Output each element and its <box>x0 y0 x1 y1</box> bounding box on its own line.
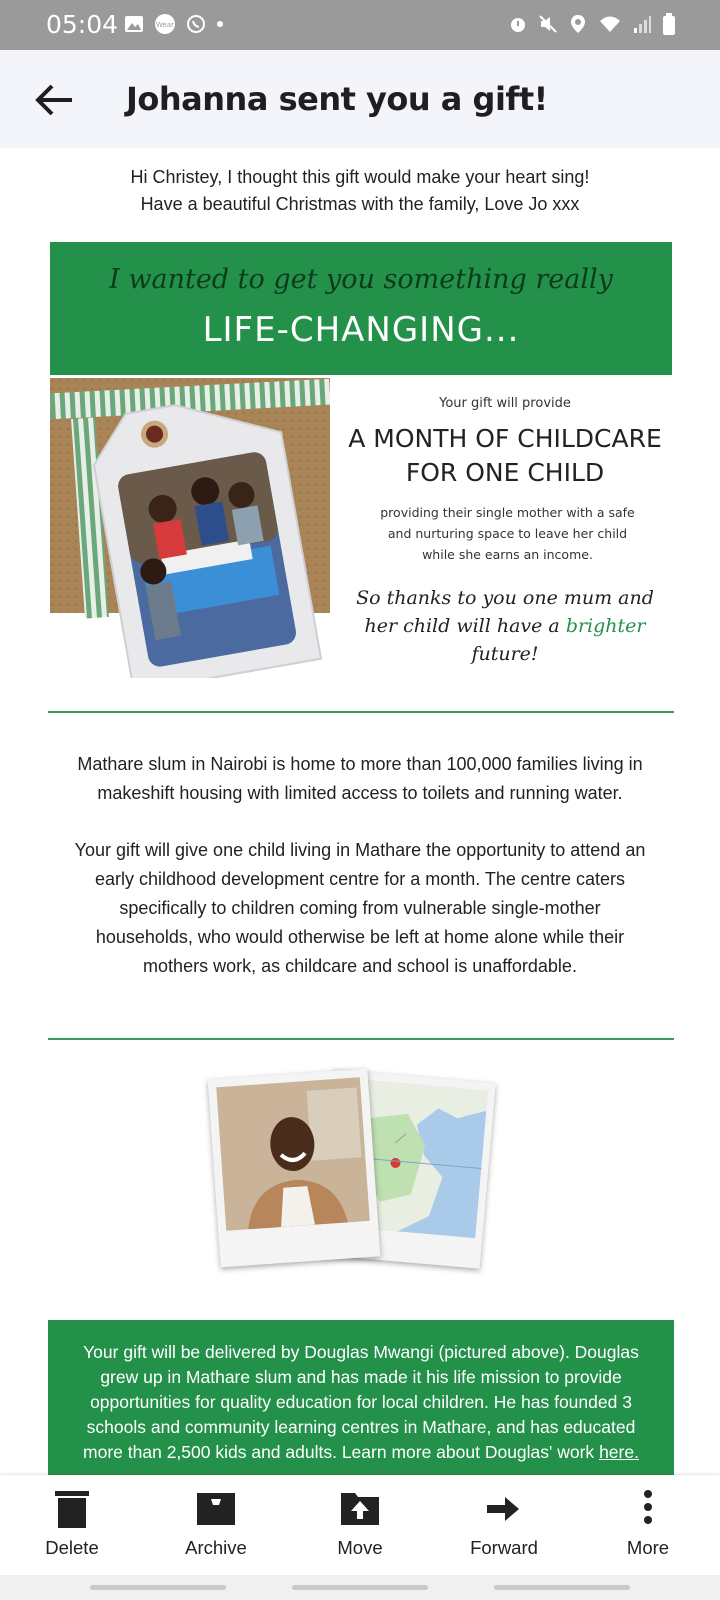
trash-icon <box>53 1489 91 1529</box>
mute-icon <box>538 14 558 34</box>
banner-big-text: LIFE-CHANGING... <box>202 310 520 350</box>
gift-provide-label: Your gift will provide <box>439 396 571 411</box>
delete-button[interactable]: Delete <box>0 1475 144 1575</box>
archive-icon <box>197 1489 235 1529</box>
alarm-icon <box>508 14 528 34</box>
move-folder-icon <box>341 1489 379 1529</box>
thanks-message: So thanks to you one mum and her child will have a brighter future! <box>356 587 654 665</box>
banner-script-text: I wanted to get you something really <box>109 264 613 295</box>
forward-button[interactable]: Forward <box>432 1475 576 1575</box>
green-banner <box>50 242 672 375</box>
greeting-message: Hi Christey, I thought this gift would make your heart sing! Have a beautiful Christmas with the family, Love Jo xxx <box>130 167 590 214</box>
highlight-word: brighter <box>565 615 646 637</box>
back-arrow-icon <box>30 78 78 122</box>
status-time: 05:04 <box>46 10 119 39</box>
page-title: Johanna sent you a gift! <box>126 80 548 118</box>
mathare-paragraph: Mathare slum in Nairobi is home to more than 100,000 families living in makeshift housing with limited access to toilets and running water. <box>77 754 643 803</box>
status-bar <box>0 0 720 50</box>
divider <box>48 1038 674 1040</box>
signal-icon <box>632 14 652 34</box>
battery-icon <box>662 13 676 35</box>
wifi-icon <box>598 14 622 34</box>
app-bar <box>0 50 720 148</box>
gift-headline: A MONTH OF CHILDCARE FOR ONE CHILD <box>348 424 662 487</box>
image-icon <box>124 14 144 34</box>
more-vertical-icon <box>629 1489 667 1529</box>
bottom-action-bar <box>0 1475 720 1575</box>
divider <box>48 711 674 713</box>
gift-details-paragraph: Your gift will give one child living in Mathare the opportunity to attend an early childhood development centre for a month. The centre caters specifically to children coming from vulnerable single-mother households, who would otherwise be left at home alone while their mothers work, as childcare and school is unaffordable. <box>74 840 646 976</box>
location-icon <box>568 14 588 34</box>
whatsapp-icon <box>186 14 206 34</box>
dot-icon <box>214 14 226 34</box>
learn-more-link[interactable]: here. <box>599 1442 639 1462</box>
nav-home-pill[interactable] <box>292 1585 428 1590</box>
move-button[interactable]: Move <box>288 1475 432 1575</box>
system-nav-bar <box>0 1575 720 1600</box>
email-body[interactable] <box>0 148 720 1475</box>
gift-tag-photo <box>50 378 330 678</box>
forward-arrow-icon <box>485 1489 523 1529</box>
delivery-info-box: Your gift will be delivered by Douglas Mwangi (pictured above). Douglas grew up in Mathare slum and has made it his life mission to provide opportunities for quality education for local children. He has founded 3 schools and community learning centres in Mathare, and has educated more than 2,500 kids and adults. Learn more about Douglas' work here. <box>48 1320 674 1475</box>
wear-icon <box>152 14 178 34</box>
douglas-photo <box>216 1077 370 1231</box>
douglas-polaroid <box>208 1069 381 1268</box>
svg-text:Wear: Wear <box>156 21 174 29</box>
gift-description: providing their single mother with a safe and nurturing space to leave her child while she earns an income. <box>380 505 635 562</box>
archive-button[interactable]: Archive <box>144 1475 288 1575</box>
nav-recents-pill[interactable] <box>90 1585 226 1590</box>
more-button[interactable]: More <box>576 1475 720 1575</box>
nav-back-pill[interactable] <box>494 1585 630 1590</box>
back-button[interactable] <box>30 78 78 122</box>
